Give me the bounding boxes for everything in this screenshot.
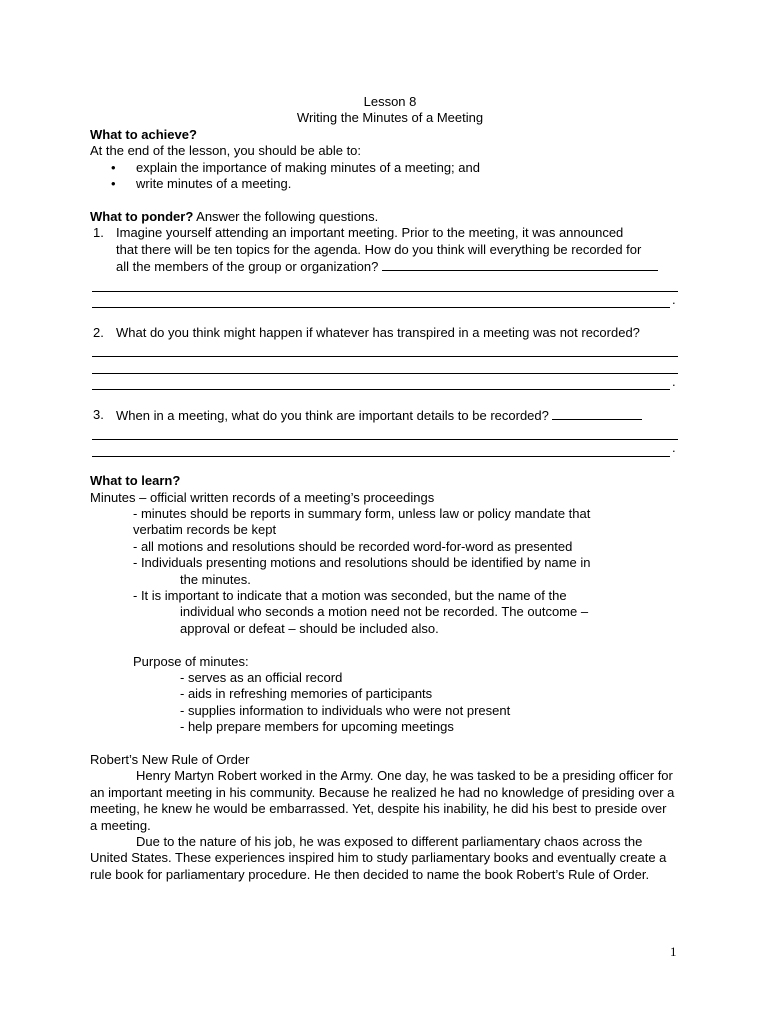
answer-line[interactable] [92, 341, 678, 357]
robert-paragraph-1: Henry Martyn Robert worked in the Army. One day, he was tasked to be a presiding officer for an important meeting in his community. Because he realized he had no knowledge of presiding over a meeting, he knew he would be embarrassed. Yet, despite his inability, he did his best to preside over a meeting. [90, 768, 675, 833]
ponder-heading-line [90, 209, 690, 225]
question-number: 3. [93, 406, 104, 422]
question-1 [90, 225, 690, 275]
question-text-line: that there will be ten topics for the agenda. How do you think will everything be recorded for [116, 241, 642, 257]
list-item: • write minutes of a meeting. [90, 176, 690, 192]
purpose-heading: Purpose of minutes: [133, 653, 249, 669]
robert-paragraph-2: Due to the nature of his job, he was exposed to different parliamentary chaos across the United States. These experiences inspired him to study parliamentary books and eventually create a rule book for parliamentary procedure. He then decided to name the book Robert’s Rule of Order. [90, 834, 667, 882]
answer-line[interactable] [92, 292, 670, 308]
question-number: 1. [93, 225, 104, 241]
answer-line[interactable] [92, 424, 678, 440]
question-2 [90, 325, 690, 341]
page-number: 1 [670, 944, 677, 959]
purpose-item: - serves as an official record [180, 670, 343, 686]
document-page [90, 94, 690, 883]
question-number: 2. [93, 324, 104, 340]
purpose-item: - supplies information to individuals who were not present [180, 702, 511, 718]
answer-blank[interactable] [382, 258, 658, 271]
question-text-line: What do you think might happen if whatever has transpired in a meeting was not recorded? [116, 324, 640, 340]
learn-point: - Individuals presenting motions and resolutions should be identified by name in [133, 555, 591, 571]
learn-point-cont: individual who seconds a motion need not be recorded. The outcome – [180, 604, 589, 620]
answer-line[interactable] [92, 374, 670, 390]
list-item: • explain the importance of making minutes of a meeting; and [90, 160, 690, 176]
question-text-line: When in a meeting, what do you think are important details to be recorded? [116, 407, 690, 424]
purpose-item: - help prepare members for upcoming meetings [180, 719, 454, 735]
purpose-item: - aids in refreshing memories of participants [180, 686, 433, 702]
answer-line[interactable] [92, 275, 678, 291]
achieve-heading: What to achieve? [90, 126, 197, 142]
answer-blank[interactable] [552, 407, 642, 420]
ponder-heading: What to ponder? [90, 208, 194, 224]
minutes-definition: Minutes – official written records of a meeting’s proceedings [90, 489, 435, 505]
lesson-number: Lesson 8 [363, 94, 417, 109]
question-3 [90, 407, 690, 424]
learn-heading: What to learn? [90, 473, 181, 489]
answer-line[interactable] [92, 357, 678, 373]
question-text-line: all the members of the group or organization? [116, 258, 690, 275]
lesson-title: Writing the Minutes of a Meeting [296, 110, 484, 126]
learn-point: - all motions and resolutions should be recorded word-for-word as presented [133, 538, 573, 554]
learn-point: - minutes should be reports in summary form, unless law or policy mandate that [133, 505, 591, 521]
learn-point-cont: approval or defeat – should be included also. [180, 620, 439, 636]
learn-point: - It is important to indicate that a motion was seconded, but the name of the [133, 588, 567, 604]
achieve-bullet-list [90, 160, 690, 193]
question-text-line: Imagine yourself attending an important meeting. Prior to the meeting, it was announced [116, 225, 624, 241]
answer-line[interactable] [92, 440, 670, 456]
robert-heading: Robert’s New Rule of Order [90, 752, 250, 768]
learn-point-cont: the minutes. [180, 571, 251, 587]
achieve-intro: At the end of the lesson, you should be able to: [90, 143, 362, 159]
ponder-instruction: Answer the following questions. [193, 208, 379, 224]
learn-point-cont: verbatim records be kept [133, 522, 277, 538]
